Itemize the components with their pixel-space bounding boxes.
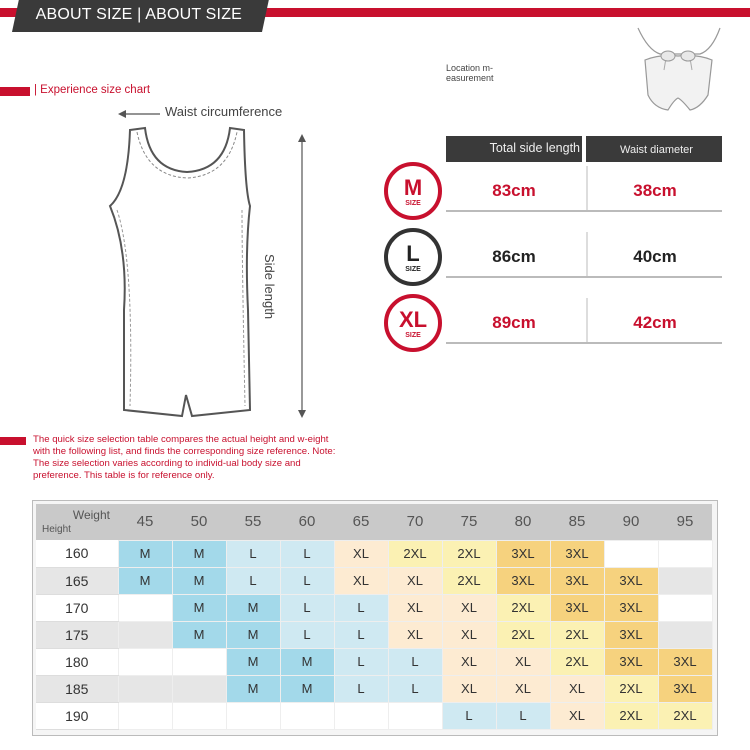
height-header: 175 bbox=[36, 621, 118, 648]
size-cell: M bbox=[280, 675, 334, 702]
size-cell: 3XL bbox=[550, 594, 604, 621]
bodysuit-diagram bbox=[90, 110, 320, 430]
size-cell: XL bbox=[496, 648, 550, 675]
size-cell bbox=[118, 675, 172, 702]
weight-header: 70 bbox=[388, 504, 442, 540]
height-header: 170 bbox=[36, 594, 118, 621]
height-header: 180 bbox=[36, 648, 118, 675]
size-badge-m: M SIZE bbox=[384, 162, 442, 220]
height-axis-label: Height bbox=[42, 524, 71, 535]
size-cell: XL bbox=[334, 567, 388, 594]
weight-header: 55 bbox=[226, 504, 280, 540]
size-cell bbox=[658, 594, 712, 621]
size-cell: XL bbox=[388, 567, 442, 594]
size-cell: 2XL bbox=[604, 702, 658, 729]
size-cell: 3XL bbox=[550, 567, 604, 594]
table-row bbox=[36, 675, 712, 702]
size-cell: 2XL bbox=[550, 648, 604, 675]
section-marker bbox=[0, 437, 26, 445]
side-length-value: 86cm bbox=[492, 247, 536, 266]
size-cell: M bbox=[226, 648, 280, 675]
size-cell: 3XL bbox=[496, 540, 550, 567]
table-row bbox=[36, 648, 712, 675]
size-cell: L bbox=[280, 540, 334, 567]
size-cell: 2XL bbox=[550, 621, 604, 648]
table-row bbox=[36, 594, 712, 621]
weight-header: 90 bbox=[604, 504, 658, 540]
size-cell: 3XL bbox=[604, 621, 658, 648]
size-cell: L bbox=[334, 648, 388, 675]
size-badge-xl: XL SIZE bbox=[384, 294, 442, 352]
waist-diameter-value: 40cm bbox=[586, 232, 722, 276]
size-cell: M bbox=[280, 648, 334, 675]
size-cell: 3XL bbox=[496, 567, 550, 594]
weight-header: 80 bbox=[496, 504, 550, 540]
size-cell bbox=[604, 540, 658, 567]
side-length-arrow bbox=[296, 134, 308, 418]
size-cell: XL bbox=[388, 594, 442, 621]
table-row bbox=[36, 702, 712, 729]
size-cell: M bbox=[118, 567, 172, 594]
size-cell: XL bbox=[550, 675, 604, 702]
weight-header-row bbox=[36, 504, 712, 540]
size-cell: M bbox=[172, 594, 226, 621]
size-cell: 3XL bbox=[604, 648, 658, 675]
size-cell: L bbox=[280, 621, 334, 648]
table-corner bbox=[36, 504, 118, 540]
size-cell: L bbox=[334, 675, 388, 702]
size-cell: 2XL bbox=[496, 621, 550, 648]
table-row bbox=[36, 621, 712, 648]
size-cell: L bbox=[496, 702, 550, 729]
weight-header: 45 bbox=[118, 504, 172, 540]
size-cell: L bbox=[442, 702, 496, 729]
side-length-value: 89cm bbox=[492, 313, 536, 332]
location-measurement-label: Location m- easurement bbox=[446, 63, 494, 83]
weight-header: 50 bbox=[172, 504, 226, 540]
size-cell: 3XL bbox=[658, 675, 712, 702]
experience-chart-label: | Experience size chart bbox=[34, 84, 151, 96]
size-cell: 2XL bbox=[442, 540, 496, 567]
size-cell: XL bbox=[496, 675, 550, 702]
size-cell: XL bbox=[334, 540, 388, 567]
size-cell: L bbox=[334, 594, 388, 621]
size-row-l bbox=[446, 232, 722, 278]
size-cell: L bbox=[334, 621, 388, 648]
size-cell: M bbox=[172, 540, 226, 567]
size-selection-table bbox=[36, 504, 713, 730]
size-row-xl bbox=[446, 298, 722, 344]
height-header: 160 bbox=[36, 540, 118, 567]
size-cell: L bbox=[280, 567, 334, 594]
size-cell: M bbox=[172, 621, 226, 648]
size-cell bbox=[172, 702, 226, 729]
size-cell: XL bbox=[442, 675, 496, 702]
side-length-value: 83cm bbox=[492, 181, 536, 200]
size-cell: 2XL bbox=[388, 540, 442, 567]
size-cell bbox=[172, 648, 226, 675]
weight-header: 95 bbox=[658, 504, 712, 540]
size-selection-notice: The quick size selection table compares the actual height and w-eight with the following list, and finds the corresponding size reference. Note: The size selection varies according to individ-ual body size and preference. This table is for reference only. bbox=[33, 434, 336, 481]
column-header-waist-diameter: Waist diameter bbox=[586, 136, 722, 162]
waist-circumference-label: Waist circumference bbox=[165, 104, 283, 119]
size-cell bbox=[118, 594, 172, 621]
page-title: ABOUT SIZE | ABOUT SIZE bbox=[12, 0, 269, 32]
size-cell: L bbox=[226, 540, 280, 567]
size-cell: M bbox=[118, 540, 172, 567]
size-cell: 3XL bbox=[604, 567, 658, 594]
size-cell bbox=[118, 621, 172, 648]
body-measurement-illustration bbox=[620, 20, 730, 115]
size-cell: L bbox=[388, 648, 442, 675]
section-marker bbox=[0, 87, 30, 96]
height-header: 185 bbox=[36, 675, 118, 702]
size-cell bbox=[334, 702, 388, 729]
weight-axis-label: Weight bbox=[72, 508, 110, 522]
size-cell: M bbox=[226, 621, 280, 648]
weight-header: 85 bbox=[550, 504, 604, 540]
size-cell: 2XL bbox=[496, 594, 550, 621]
weight-header: 60 bbox=[280, 504, 334, 540]
height-header: 190 bbox=[36, 702, 118, 729]
size-cell: M bbox=[226, 675, 280, 702]
size-cell bbox=[172, 675, 226, 702]
size-cell: M bbox=[172, 567, 226, 594]
weight-header: 75 bbox=[442, 504, 496, 540]
size-cell bbox=[388, 702, 442, 729]
size-cell: XL bbox=[442, 648, 496, 675]
size-cell bbox=[658, 567, 712, 594]
size-cell: 3XL bbox=[550, 540, 604, 567]
size-cell bbox=[118, 702, 172, 729]
size-cell: L bbox=[226, 567, 280, 594]
size-row-m bbox=[446, 166, 722, 212]
weight-header: 65 bbox=[334, 504, 388, 540]
side-length-label: Side length bbox=[262, 254, 277, 320]
size-cell: XL bbox=[550, 702, 604, 729]
size-cell: L bbox=[280, 594, 334, 621]
waist-diameter-value: 42cm bbox=[586, 298, 722, 342]
size-cell: L bbox=[388, 675, 442, 702]
size-cell: XL bbox=[442, 594, 496, 621]
height-header: 165 bbox=[36, 567, 118, 594]
table-row bbox=[36, 567, 712, 594]
size-cell: XL bbox=[442, 621, 496, 648]
size-cell bbox=[280, 702, 334, 729]
table-row bbox=[36, 540, 712, 567]
size-cell bbox=[226, 702, 280, 729]
size-cell: 3XL bbox=[604, 594, 658, 621]
size-cell: 2XL bbox=[658, 702, 712, 729]
size-cell: XL bbox=[388, 621, 442, 648]
size-cell: 2XL bbox=[604, 675, 658, 702]
size-cell: 3XL bbox=[658, 648, 712, 675]
waist-diameter-value: 38cm bbox=[586, 166, 722, 210]
size-cell bbox=[658, 621, 712, 648]
size-badge-l: L SIZE bbox=[384, 228, 442, 286]
size-cell: M bbox=[226, 594, 280, 621]
size-cell bbox=[118, 648, 172, 675]
column-header-side-length: Total side length bbox=[446, 136, 582, 162]
size-cell bbox=[658, 540, 712, 567]
size-cell: 2XL bbox=[442, 567, 496, 594]
